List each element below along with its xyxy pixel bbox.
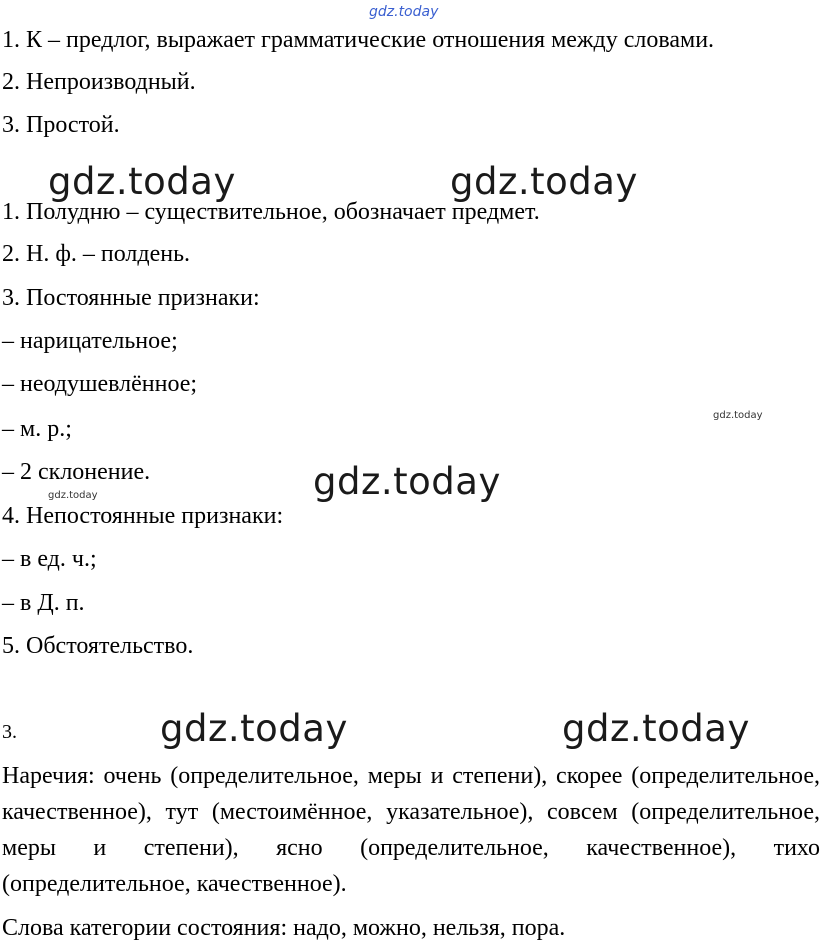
block3-number: 3.: [2, 721, 17, 743]
state-words-line: Слова категории состояния: надо, можно, нельзя, пора.: [2, 915, 566, 941]
watermark-large-2: gdz.today: [450, 160, 638, 203]
block2-line-8: 4. Непостоянные признаки:: [2, 503, 284, 529]
block2-line-2: 2. Н. ф. – полдень.: [2, 241, 191, 267]
watermark-small-2: gdz.today: [48, 490, 98, 501]
watermark-top: gdz.today: [369, 4, 439, 20]
watermark-large-5: gdz.today: [562, 707, 750, 750]
block1-line-3: 3. Простой.: [2, 112, 120, 138]
block2-line-10: – в Д. п.: [2, 590, 85, 616]
watermark-large-4: gdz.today: [160, 707, 348, 750]
block2-line-4: – нарицательное;: [2, 328, 178, 354]
block2-line-5: – неодушевлённое;: [2, 371, 198, 397]
block1-line-1: 1. К – предлог, выражает грамматические отношения между словами.: [2, 27, 715, 53]
block1-line-2: 2. Непроизводный.: [2, 69, 196, 95]
watermark-small-1: gdz.today: [713, 410, 763, 421]
block2-line-11: 5. Обстоятельство.: [2, 633, 194, 659]
block2-line-9: – в ед. ч.;: [2, 546, 97, 572]
block2-line-7: – 2 склонение.: [2, 459, 151, 485]
watermark-large-1: gdz.today: [48, 160, 236, 203]
adverbs-paragraph: Наречия: очень (определительное, меры и степени), скорее (определительное, качественное), тут (местоимённое, указательное), совсем (определительное, меры и степени), ясно (определительное, качественное), тихо (определительное, качественное).: [2, 763, 820, 897]
watermark-large-3: gdz.today: [313, 460, 501, 503]
block2-line-3: 3. Постоянные признаки:: [2, 285, 260, 311]
block2-line-6: – м. р.;: [2, 416, 72, 442]
block2-line-1: 1. Полудню – существительное, обозначает предмет.: [2, 199, 540, 225]
